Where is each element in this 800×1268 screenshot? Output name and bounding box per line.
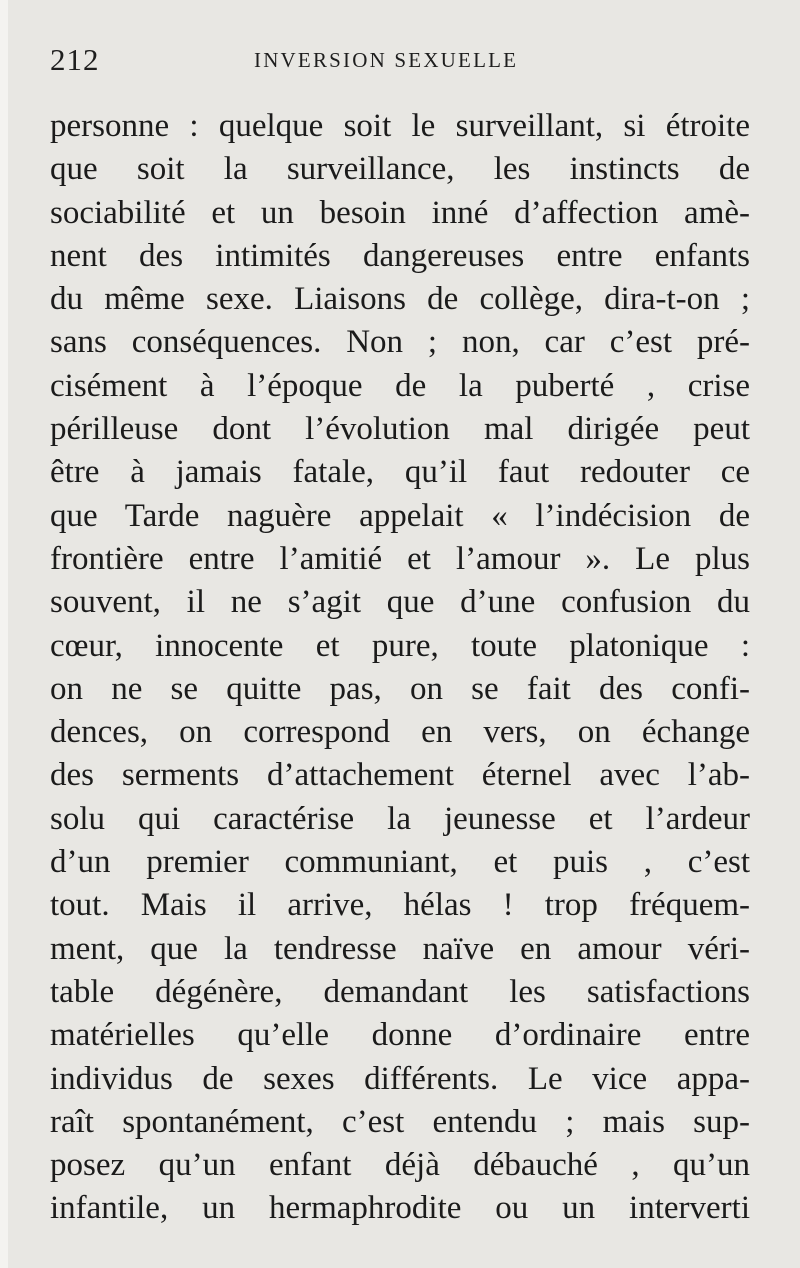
text-line: nent des intimités dangereuses entre enfants bbox=[50, 237, 750, 274]
text-line: posez qu’un enfant déjà débauché , qu’un bbox=[50, 1147, 750, 1184]
text-line: d’un premier communiant, et puis , c’est bbox=[50, 844, 750, 881]
text-line: être à jamais fatale, qu’il faut redouter ce bbox=[50, 454, 750, 491]
text-line: infantile, un hermaphrodite ou un interverti bbox=[50, 1190, 750, 1227]
text-line: personne : quelque soit le surveillant, si étroite bbox=[50, 108, 750, 144]
text-line: table dégénère, demandant les satisfactions bbox=[50, 973, 750, 1010]
text-line: souvent, il ne s’agit que d’une confusion du bbox=[50, 584, 750, 621]
text-line: que soit la surveillance, les instincts de bbox=[50, 151, 750, 188]
running-title: INVERSION SEXUELLE bbox=[254, 48, 519, 72]
text-line: individus de sexes différents. Le vice appa- bbox=[50, 1060, 750, 1097]
text-line: du même sexe. Liaisons de collège, dira-t-on ; bbox=[50, 281, 750, 318]
text-line: des serments d’attachement éternel avec l’ab- bbox=[50, 757, 750, 794]
text-line: frontière entre l’amitié et l’amour ». Le plus bbox=[50, 540, 750, 577]
text-line: raît spontanément, c’est entendu ; mais sup- bbox=[50, 1103, 750, 1140]
text-line: ment, que la tendresse naïve en amour véri- bbox=[50, 930, 750, 967]
page-edge bbox=[0, 0, 8, 1268]
text-line: on ne se quitte pas, on se fait des confi- bbox=[50, 670, 750, 707]
text-line: cœur, innocente et pure, toute platonique : bbox=[50, 627, 750, 664]
text-line: sociabilité et un besoin inné d’affection amè- bbox=[50, 194, 750, 231]
text-line: matérielles qu’elle donne d’ordinaire entre bbox=[50, 1017, 750, 1054]
text-line: tout. Mais il arrive, hélas ! trop fréquem- bbox=[50, 887, 750, 924]
text-line: cisément à l’époque de la puberté , crise bbox=[50, 367, 750, 404]
text-line: que Tarde naguère appelait « l’indécision de bbox=[50, 497, 750, 534]
text-line: dences, on correspond en vers, on échange bbox=[50, 714, 750, 751]
text-line: périlleuse dont l’évolution mal dirigée peut bbox=[50, 411, 750, 448]
text-line: solu qui caractérise la jeunesse et l’ardeur bbox=[50, 800, 750, 837]
body-text bbox=[50, 105, 750, 1231]
text-line: sans conséquences. Non ; non, car c’est pré- bbox=[50, 324, 750, 361]
page-number: 212 bbox=[50, 42, 100, 77]
